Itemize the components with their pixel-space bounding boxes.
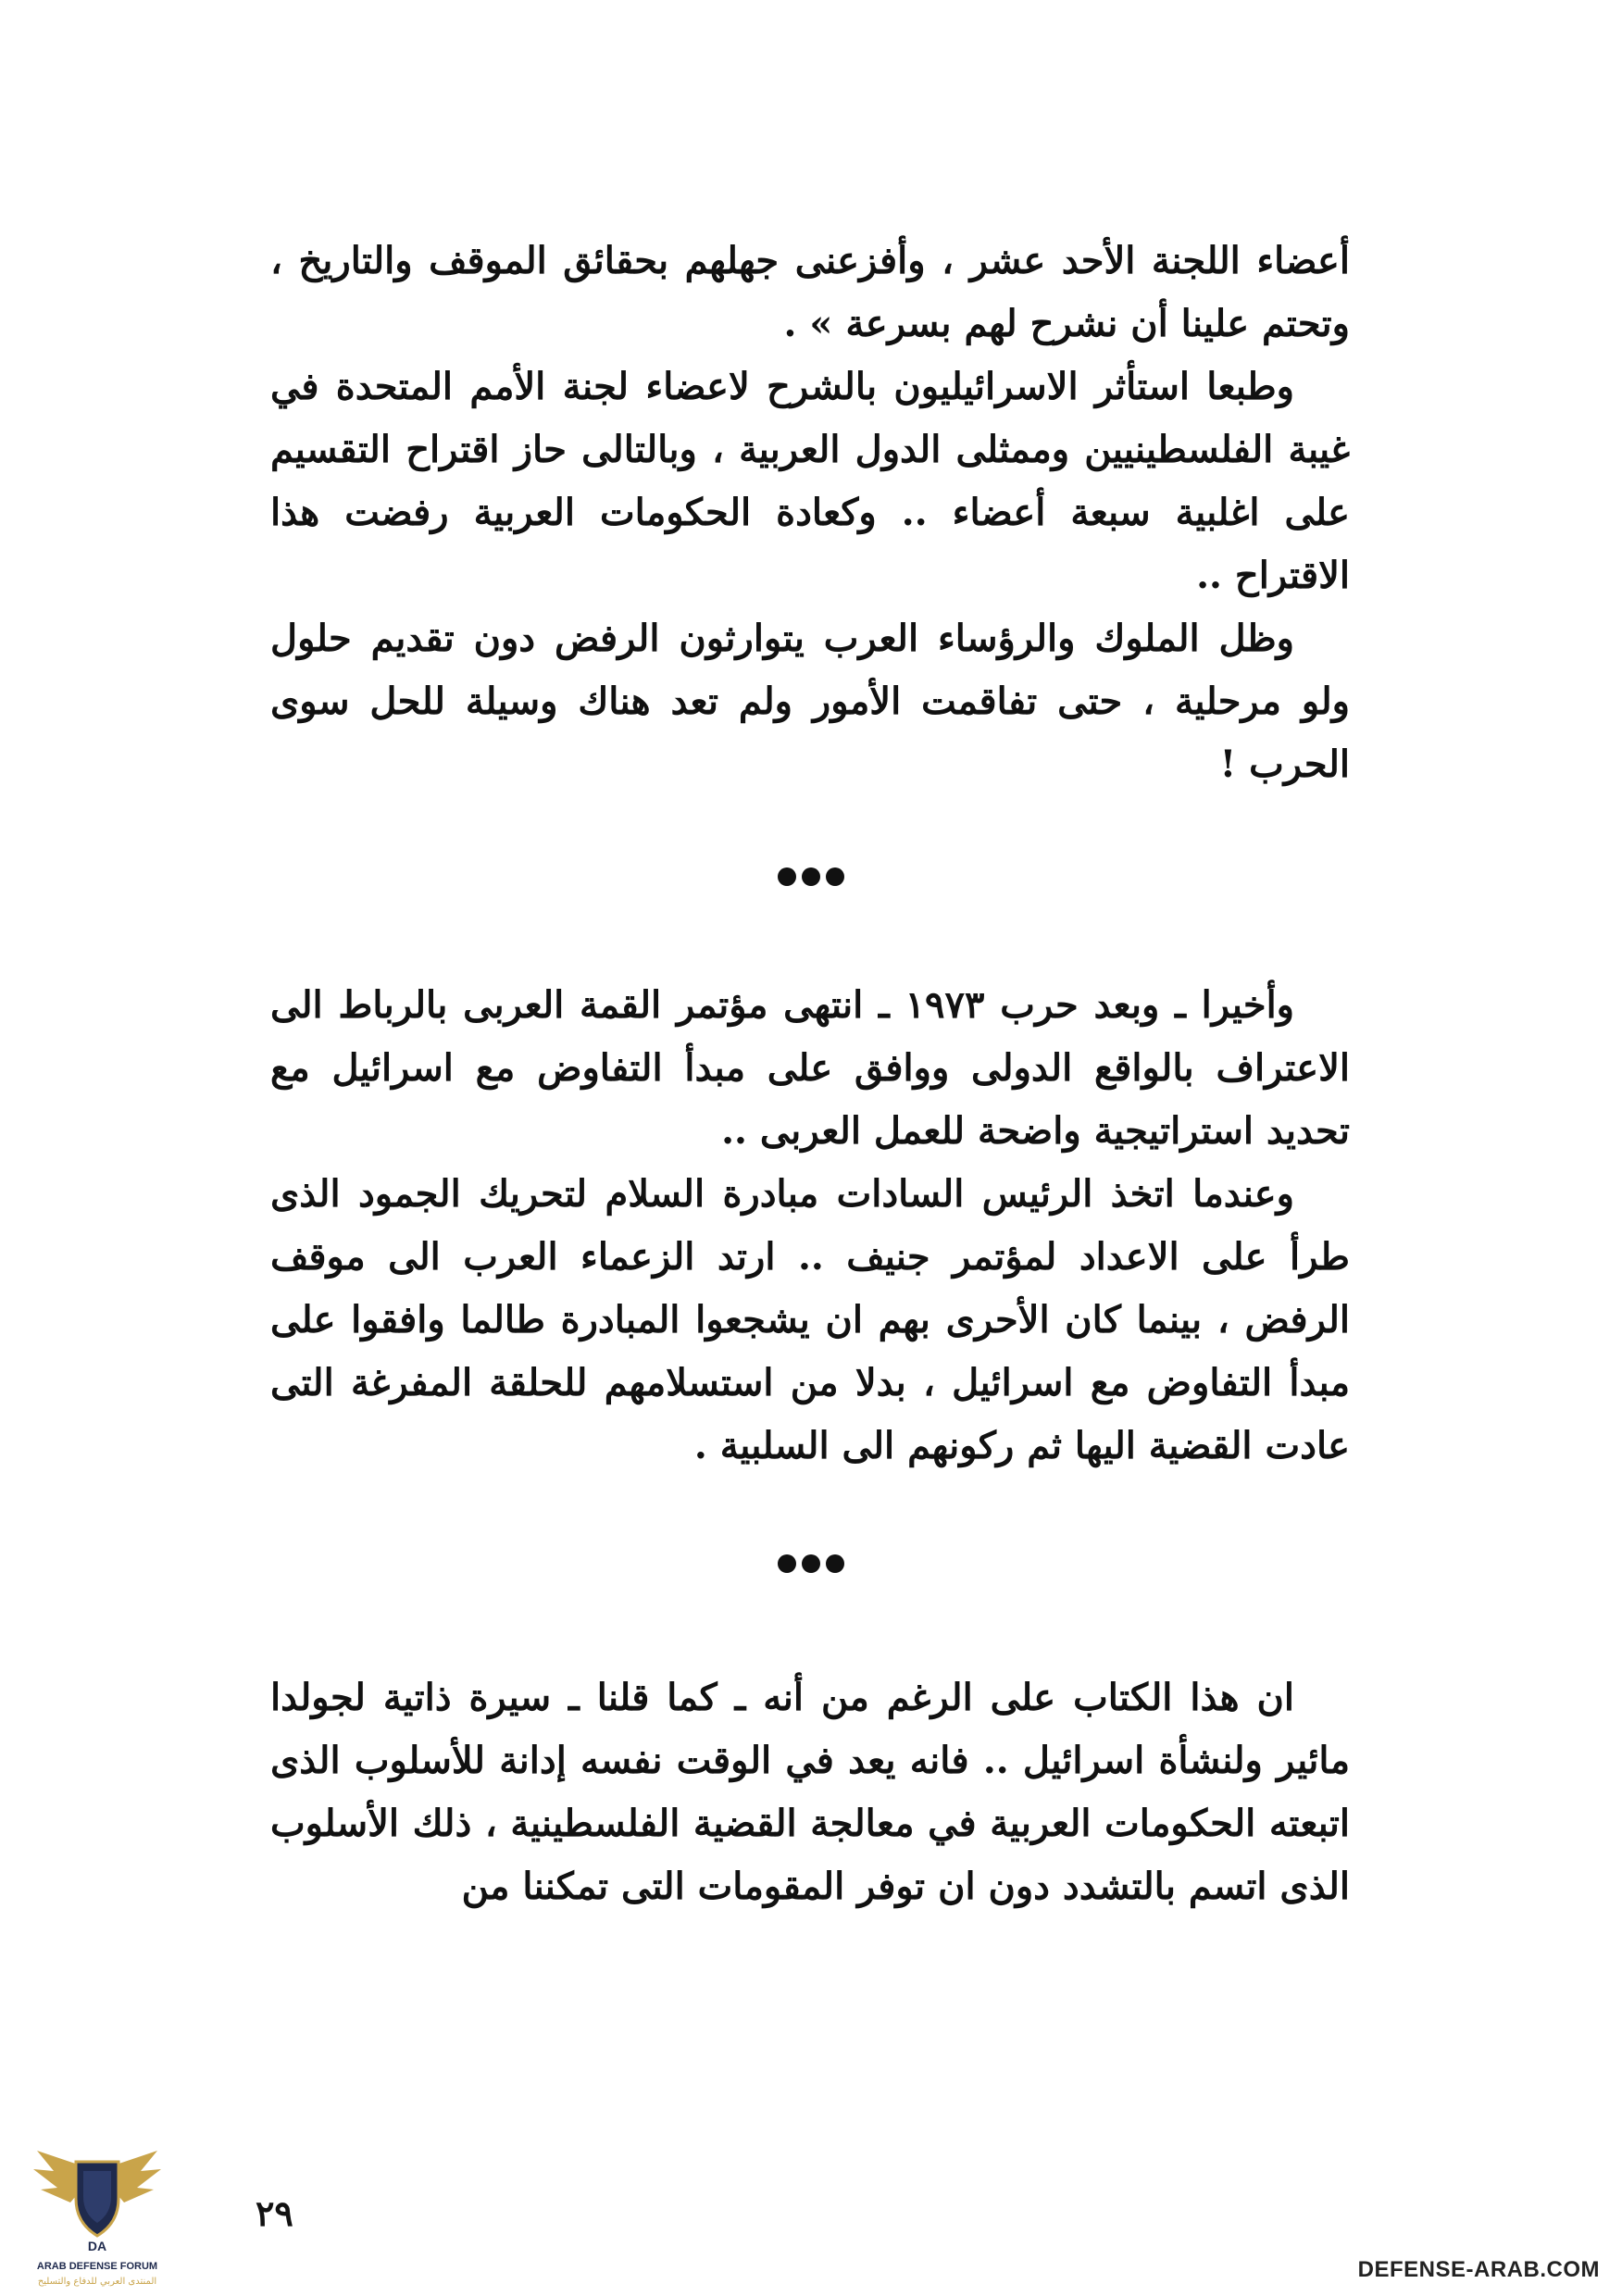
paragraph: وظل الملوك والرؤساء العرب يتوارثون الرفض دون تقديم حلول ولو مرحلية ، حتى تفاقمت الأمور ولم تعد هناك وسيلة للحل سوى الحرب !: [270, 617, 1350, 786]
separator-dot: [826, 867, 844, 886]
separator-dot: [826, 1554, 844, 1573]
paragraph: وعندما اتخذ الرئيس السادات مبادرة السلام لتحريك الجمود الذى طرأ على الاعداد لمؤتمر جنيف .. ارتد الزعماء العرب الى موقف الرفض ، بينما كان الأحرى بهم ان يشجعوا المبادرة طالما وافقوا على مبدأ التفاوض مع اسرائيل ، بدلا من استسلامهم للحلقة المفرغة التى عادت القضية اليها ثم ركونهم الى السلبية .: [270, 1172, 1350, 1467]
svg-text:المنتدى العربي للدفاع والتسليح: المنتدى العربي للدفاع والتسليح: [37, 2277, 157, 2287]
separator-dot: [778, 867, 796, 886]
separator-dot: [802, 1554, 820, 1573]
section-separator: [0, 1548, 1622, 1580]
paragraph: أعضاء اللجنة الأحد عشر ، وأفزعنى جهلهم بحقائق الموقف والتاريخ ، وتحتم علينا أن نشرح لهم بسرعة » .: [270, 239, 1350, 345]
forum-logo-icon: [28, 2134, 167, 2291]
text-section-3: [270, 1666, 1350, 1918]
text-section-1: [270, 230, 1350, 796]
section-separator: [0, 861, 1622, 893]
paragraph: ان هذا الكتاب على الرغم من أنه ـ كما قلنا ـ سيرة ذاتية لجولدا مائير ولنشأة اسرائيل .. فانه يعد في الوقت نفسه إدانة للأسلوب الذى اتبعته الحكومات العربية في معالجة القضية الفلسطينية ، ذلك الأسلوب الذى اتسم بالتشدد دون ان توفر المقومات التى تمكننا من: [270, 1676, 1350, 1908]
site-url-link[interactable]: DEFENSE-ARAB.COM: [1357, 2257, 1600, 2282]
separator-dot: [778, 1554, 796, 1573]
svg-text:ARAB DEFENSE FORUM: ARAB DEFENSE FORUM: [36, 2261, 158, 2272]
text-section-2: [270, 974, 1350, 1478]
separator-dot: [802, 867, 820, 886]
page-number: ٢٩: [256, 2192, 293, 2234]
paragraph: وطبعا استأثر الاسرائيليون بالشرح لاعضاء لجنة الأمم المتحدة في غيبة الفلسطينيين وممثلى الدول العربية ، وبالتالى حاز اقتراح التقسيم على اغلبية سبعة أعضاء .. وكعادة الحكومات العربية رفضت هذا الاقتراح ..: [270, 365, 1350, 597]
paragraph: وأخيرا ـ وبعد حرب ١٩٧٣ ـ انتهى مؤتمر القمة العربى بالرباط الى الاعتراف بالواقع الدولى ووافق على مبدأ التفاوض مع اسرائيل مع تحديد استراتيجية واضحة للعمل العربى ..: [270, 983, 1350, 1153]
svg-text:DA: DA: [87, 2239, 107, 2253]
